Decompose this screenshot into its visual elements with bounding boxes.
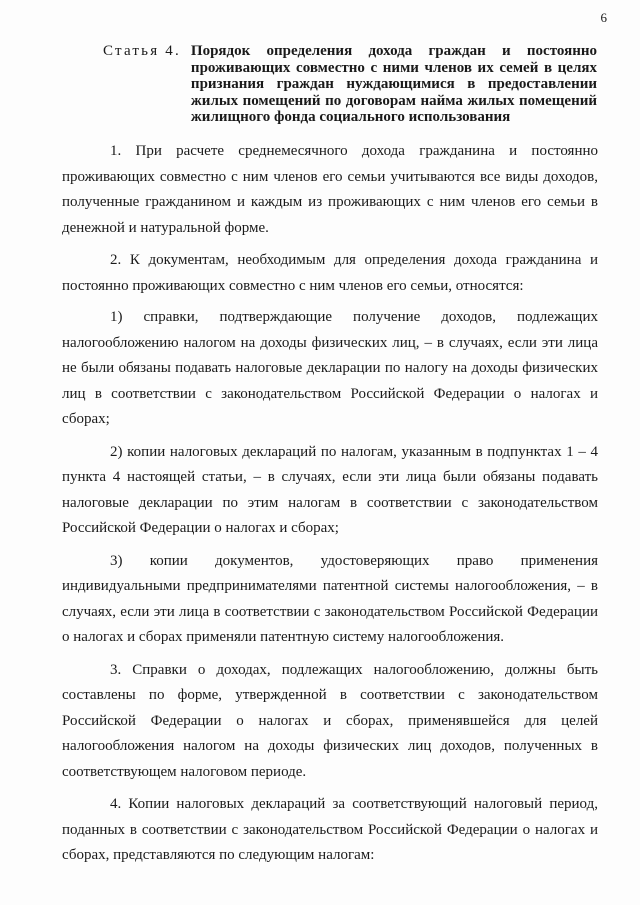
subparagraph-1: 1) справки, подтверждающие получение доходов, подлежащих налогообложению налогом на доходы физических лиц, – в случаях, если эти лица не были обязаны подавать налоговые декларации по налогу на доходы физических лиц в соответствии с законодательством Российской Федерации о налогах и сборах; bbox=[62, 309, 598, 427]
article-label: Статья 4. bbox=[103, 43, 181, 59]
paragraph-2: 2. К документам, необходимым для определения дохода гражданина и постоянно проживающих совместно с ним членов его семьи, относятся: bbox=[62, 252, 598, 294]
paragraph-1: 1. При расчете среднемесячного дохода гражданина и постоянно проживающих совместно с ним членов его семьи учитываются все виды доходов, полученные гражданином и каждым из проживающих с ним членов его семьи в денежной и натуральной форме. bbox=[62, 143, 598, 236]
page-number: 6 bbox=[600, 10, 607, 25]
article-body bbox=[62, 139, 598, 876]
article-title: Порядок определения дохода граждан и постоянно проживающих совместно с ними членов их семей в целях признания граждан нуждающимися в предоставлении жилых помещений по договорам найма жилых помещений жилищного фонда социального использования bbox=[190, 43, 597, 125]
subparagraph-2: 2) копии налоговых деклараций по налогам, указанным в подпунктах 1 – 4 пункта 4 настоящей статьи, – в случаях, если эти лица были обязаны подавать налоговые декларации по этим налогам в соответствии с законодательством Российской Федерации о налогах и сборах; bbox=[62, 443, 598, 536]
article-heading bbox=[103, 43, 597, 126]
subparagraph-3: 3) копии документов, удостоверяющих право применения индивидуальными предпринимателями патентной системы налогообложения, – в случаях, если эти лица в соответствии с законодательством Российской Федерации о налогах и сборах применяли патентную систему налогообложения. bbox=[62, 552, 598, 645]
paragraph-3: 3. Справки о доходах, подлежащих налогообложению, должны быть составлены по форме, утвержденной в соответствии с законодательством Российской Федерации о налогах и сборах, применявшейся для целей налогообложения налогом на доходы физических лиц доходов, полученных в соответствующем налоговом периоде. bbox=[62, 661, 598, 780]
paragraph-4: 4. Копии налоговых деклараций за соответствующий налоговый период, поданных в соответствии с законодательством Российской Федерации о налогах и сборах, представляются по следующим налогам: bbox=[62, 796, 598, 863]
